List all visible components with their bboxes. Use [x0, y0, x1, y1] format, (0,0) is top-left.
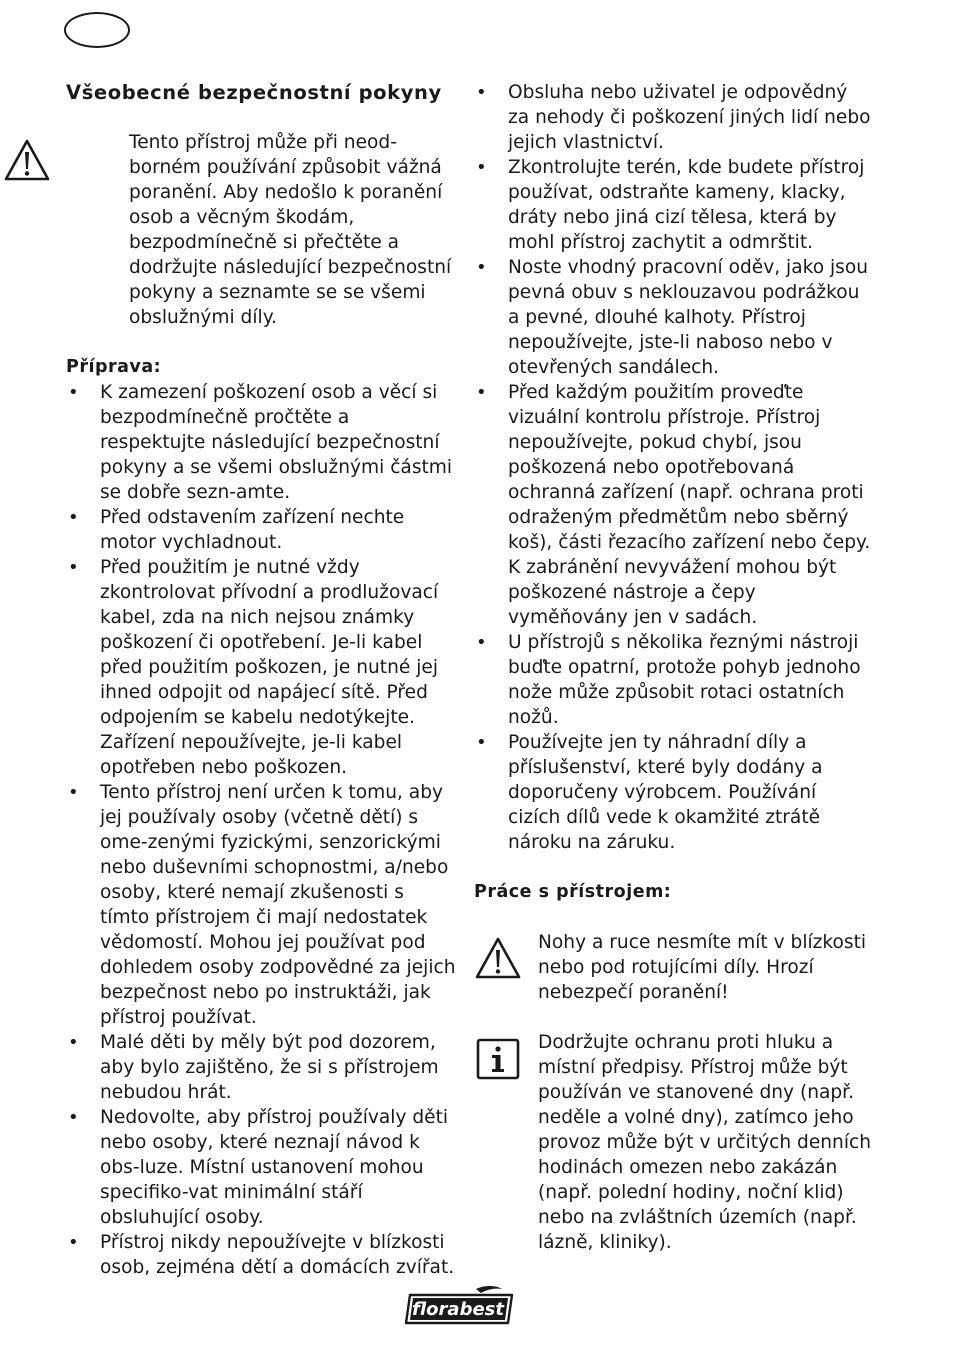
list-item: • Obsluha nebo uživatel je odpovědný za nehody či poškození jiných lidí nebo jejich vlastnictví.: [474, 80, 874, 155]
list-item: • Před každým použitím proveďte vizuální kontrolu přístroje. Přístroj nepoužívejte, pokud chybí, jsou poškozená nebo opotřebovaná ochranná zařízení (např. ochrana proti odraženým předmětům nebo sběrný koš), části řezacího zařízení nebo čepy. K zabránění nevyvážení mohou být poškozené nástroje a čepy vyměňovány jen v sadách.: [474, 380, 874, 630]
language-badge: [64, 12, 130, 48]
warning-notice: [66, 130, 456, 330]
list-item: • Noste vhodný pracovní oděv, jako jsou pevná obuv s neklouzavou podrážkou a pevné, dlouhé kalhoty. Přístroj nepoužívejte, jste-li naboso nebo v otevřených sandálech.: [474, 255, 874, 380]
list-item: • K zamezení poškození osob a věcí si bezpodmínečně pročtěte a respektujte následující bezpečnostní pokyny a se všemi obslužnými částmi se dobře sezn-amte.: [66, 380, 456, 505]
brand-logo: [404, 1285, 516, 1327]
section-title-operation: Práce s přístrojem:: [474, 882, 672, 902]
info-text: Dodržujte ochranu proti hluku a místní předpisy. Přístroj může být používán ve stanovené dny (např. neděle a volné dny), zatímco jeho provoz může být v určitých denních hodinách omezen nebo zakázán (např. polední hodiny, noční klid) nebo na zvláštních územích (např. lázně, kliniky).: [538, 1032, 871, 1253]
logo-text: florabest: [412, 1299, 504, 1320]
list-item: • U přístrojů s několika řeznými nástroji buďte opatrní, protože pohyb jednoho nože může způsobit rotaci ostatních nožů.: [474, 630, 874, 730]
warning-triangle-icon: [474, 936, 526, 986]
list-item: • Nedovolte, aby přístroj používaly děti nebo osoby, které neznají návod k obs-luze. Místní ustanovení mohou specifiko-vat minimální stáří obsluhující osoby.: [66, 1105, 456, 1230]
list-item: • Tento přístroj není určen k tomu, aby jej používaly osoby (včetně dětí) s ome-zenými fyzickými, senzorickými nebo duševními schopnostmi, a/nebo osoby, které nemají zkušenosti s tímto přístrojem či mají nedostatek vědomostí. Mohou jej používat pod dohledem osoby zodpovědné za jejich bezpečnost nebo po instruktáži, jak přístroj používat.: [66, 780, 456, 1030]
info-notice: [474, 1030, 874, 1255]
list-item: • Před odstavením zařízení nechte motor vychladnout.: [66, 505, 456, 555]
info-icon: [474, 1036, 526, 1086]
left-column: [66, 80, 456, 1280]
warning-notice: [474, 930, 874, 1005]
preparation-list: [66, 380, 456, 1280]
warning-text: Nohy a ruce nesmíte mít v blízkosti nebo pod rotujícími díly. Hrozí nebezpečí poranění!: [538, 932, 867, 1003]
safety-list: [474, 80, 874, 855]
warning-triangle-icon: [3, 138, 55, 188]
list-item: • Malé děti by měly být pod dozorem, aby bylo zajištěno, že si s přístrojem nebudou hrát.: [66, 1030, 456, 1105]
right-column: [474, 80, 874, 1255]
list-item: • Používejte jen ty náhradní díly a příslušenství, které byly dodány a doporučeny výrobcem. Používání cizích dílů vede k okamžité ztrátě nároku na záruku.: [474, 730, 874, 855]
section-title-preparation: Příprava:: [66, 357, 162, 377]
warning-text: Tento přístroj může při neod-borném používání způsobit vážná poranění. Aby nedošlo k poranění osob a věcným škodám, bezpodmínečně si přečtěte a dodržujte následující bezpečnostní pokyny a seznamte se se všemi obslužnými díly.: [129, 132, 452, 328]
list-item: • Před použitím je nutné vždy zkontrolovat přívodní a prodlužovací kabel, zda na nich nejsou známky poškození či opotřebení. Je-li kabel před použitím poškozen, je nutné jej ihned odpojit od napájecí sítě. Před odpojením se kabelu nedotýkejte. Zařízení nepoužívejte, je-li kabel opotřeben nebo poškozen.: [66, 555, 456, 780]
list-item: • Zkontrolujte terén, kde budete přístroj používat, odstraňte kameny, klacky, dráty nebo jiná cizí tělesa, která by mohl přístroj zachytit a odmrštit.: [474, 155, 874, 255]
list-item: • Přístroj nikdy nepoužívejte v blízkosti osob, zejména dětí a domácích zvířat.: [66, 1230, 456, 1280]
page-heading: Všeobecné bezpečnostní pokyny: [66, 81, 442, 104]
